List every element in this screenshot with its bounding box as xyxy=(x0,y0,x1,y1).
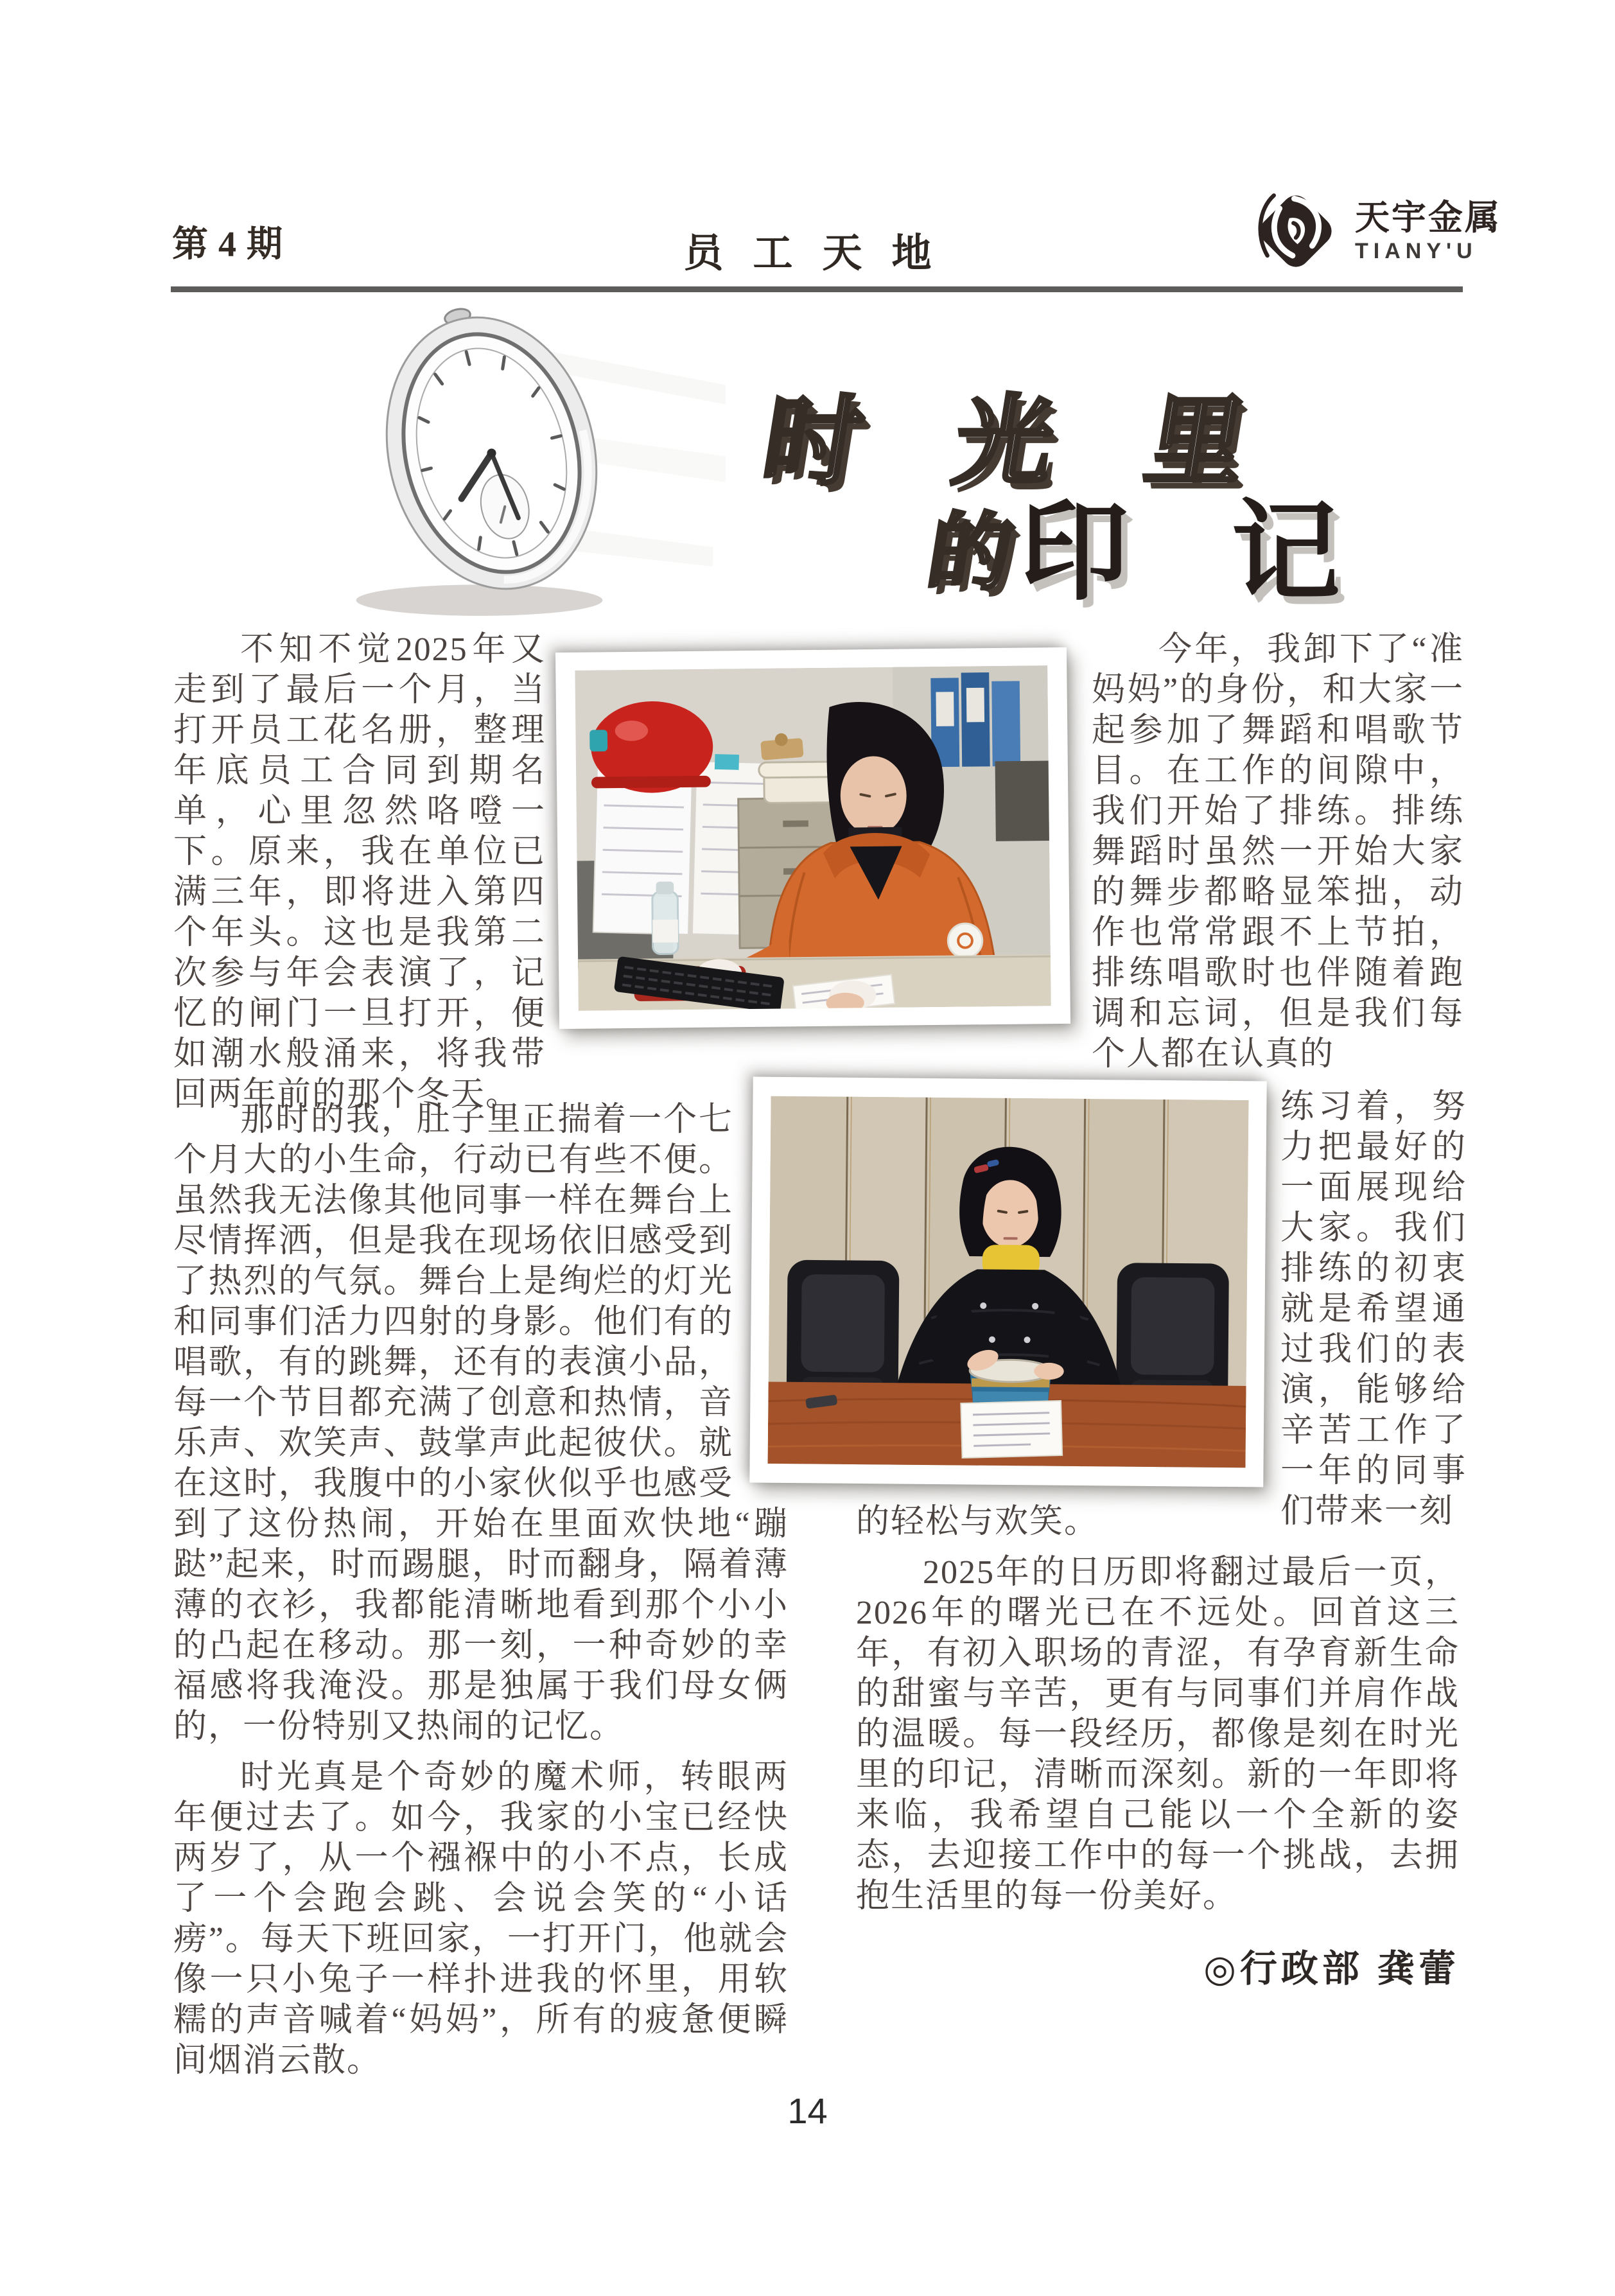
paragraph-continuation: 的轻松与欢笑。 xyxy=(856,1503,1099,1540)
photo-office-desk-image xyxy=(573,665,1052,1011)
photo-wrap-spacer xyxy=(733,1100,789,1468)
paragraph-toddler: 时光真是个奇妙的魔术师，转眼两年便过去了。如今，我家的小宝已经快两岁了，从一个襁褓中的小不点，长成了一个会跑会跳、会说会笑的“小话痨”。每天下班回家，一打开门，他就会像一只小兔子一样扑进我的怀里，用软糯的声音喊着“妈妈”，所有的疲惫便瞬间烟消云散。 xyxy=(173,1759,789,2079)
article-title-line2-large: 印 记 xyxy=(1020,491,1377,613)
right-top-column xyxy=(1092,629,1464,1089)
logo-swirl-icon xyxy=(1247,182,1345,280)
left-main-column xyxy=(173,1100,789,2079)
byline: ◎行政部 龚蕾 xyxy=(1203,1948,1460,1990)
paragraph-intro: 不知不觉2025年又走到了最后一个月，当打开员工花名册，整理年底员工合同到期名单，心里忽然咯噔一下。原来，我在单位已满三年，即将进入第四个年头。这也是我第二次参与年会表演了，记忆的闸门一旦打开，便如潮水般涌来，将我带回两年前的那个冬天。 xyxy=(173,631,546,1113)
alarm-clock xyxy=(356,294,624,611)
logo-wordmark xyxy=(1355,200,1501,263)
right-narrow-column xyxy=(1280,1087,1467,1536)
issue-number: 第4期 xyxy=(172,225,293,265)
paragraph-closing: 2025年的日历即将翻过最后一页，2026年的曙光已在不远处。回首这三年，有初入职场的青涩，有孕育新生命的甜蜜与辛苦，更有与同事们并肩作战的温暖。每一段经历，都像是刻在时光里的印记，清晰而深刻。新的一年即将来临，我希望自己能以一个全新的姿态，去迎接工作中的每一个挑战，去拥抱生活里的每一份美好。 xyxy=(856,1554,1460,1915)
header-rule xyxy=(171,286,1463,292)
right-bottom-column xyxy=(856,1502,1460,1938)
paragraph-right-top: 今年，我卸下了“准妈妈”的身份，和大家一起参加了舞蹈和唱歌节目。在工作的间隙中，我们开始了排练。排练舞蹈时虽然一开始大家的舞步都略显笨拙，动作也常常跟不上节拍，排练唱歌时也伴随着跑调和忘词，但是我们每个人都在认真的 xyxy=(1092,631,1464,1073)
clock-illustration xyxy=(297,294,727,625)
company-logo xyxy=(1247,182,1501,280)
photo-drum-rehearsal-image xyxy=(768,1095,1249,1469)
paragraph-right-narrow: 练习着，努力把最好的一面展现给大家。我们排练的初衷就是希望通过我们的表演，能够给辛苦工作了一年的同事们带来一刻 xyxy=(1280,1089,1467,1530)
article-title-line2-small: 的 xyxy=(921,505,1020,599)
water-bottle xyxy=(652,881,679,954)
photo-drum-rehearsal xyxy=(749,1077,1266,1487)
logo-company-latin: TIANY'U xyxy=(1355,238,1478,263)
section-title: 员工天地 xyxy=(683,232,961,276)
sheet-on-table xyxy=(961,1401,1062,1458)
intro-column xyxy=(173,629,546,1113)
photo-office-desk xyxy=(555,647,1070,1029)
paragraph-memory: 那时的我，肚子里正揣着一个七个月大的小生命，行动已有些不便。虽然我无法像其他同事一样在舞台上尽情挥洒，但是我在现场依旧感受到了热烈的气氛。舞台上是绚烂的灯光和同事们活力四射的身影。他们有的唱歌，有的跳舞，还有的表演小品，每一个节目都充满了创意和热情，音乐声、欢笑声、鼓掌声此起彼伏。就在这时，我腹中的小家伙似乎也感受到了这份热闹，开始在里面欢快地“蹦跶”起来，时而踢腿，时而翻身，隔着薄薄的衣衫，我都能清晰地看到那个小小的凸起在移动。那一刻，一种奇妙的幸福感将我淹没。那是独属于我们母女俩的，一份特别又热闹的记忆。 xyxy=(173,1101,789,1745)
article-title-line1: 时 光 里 xyxy=(755,387,1287,496)
page-number: 14 xyxy=(787,2090,828,2131)
logo-company-name: 天宇金属 xyxy=(1355,198,1501,237)
